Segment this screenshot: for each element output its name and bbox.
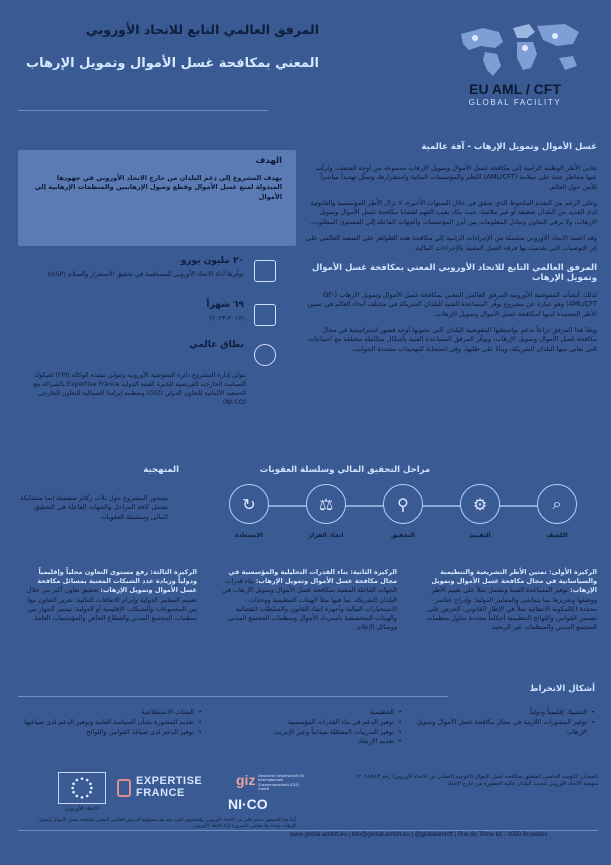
- step-label: التحقيق: [391, 532, 415, 539]
- pillar-heading: الركيزة الثانية: بناء القدرات التحليلية والمؤسسية في مجال مكافحة غسل الأموال وتمويل الإرهاب:: [228, 568, 397, 586]
- logo-text: EU AML / CFT: [469, 81, 561, 97]
- goal-title: الهدف: [255, 156, 282, 166]
- step-label: التقييم: [469, 532, 491, 539]
- methodology-text: يتمحور المشروع حول ثلاث ركائز منفصلة إنما متشابكة تشمل كافة المراحل والجهات الفاعلة في التحقيق المالي وسلسلة العقوبات: [20, 494, 168, 521]
- footer-divider: [18, 830, 598, 831]
- step-recovery: [224, 484, 274, 539]
- magnifier-icon: ⚲: [383, 484, 423, 524]
- sources-text: المصادر: التوجيه الخامس المتعلق بمكافحة غسل الأموال (التوجيه (الصادر عن الاتحاد الأوروبي) رقم ٢٠١٨/٨٤٣) منهجية الاتحاد الأوروبي لتحديد البلدان عالية الخطورة من خارج الاتحاد: [356, 774, 598, 788]
- cycle-icon: ↻: [229, 484, 269, 524]
- logo-subtext: GLOBAL FACILITY: [468, 98, 562, 107]
- list-item: • التنظيمية: [222, 708, 402, 718]
- kpi-budget: [30, 256, 276, 296]
- partner-logos: [18, 770, 308, 820]
- paragraph: وعلى الرغم من التقدم الملحوظ الذي تحقق في خلال السنوات الأخيرة، لا تزال الأطر المؤسسية والقانونية لدى العديد من البلدان ضعيفة أو غير ملائمة، حيث يكاد يغيب الفهم لقضايا مكافحة غسل الأموال وتمويل الإرهاب، ولا يرقى التعاون وتبادل المعلومات بين أبرز المؤسسات والجهات الفاعلة إلى المستوى المطلوب.: [310, 199, 597, 226]
- step-label: الكشف: [546, 532, 568, 539]
- pillar-1: [422, 568, 597, 633]
- expertise-france-icon: [116, 778, 132, 798]
- process-title: مراحل التحقيق المالي وسلسلة العقوبات: [259, 465, 431, 475]
- nico-logo: NI·CO: [228, 796, 268, 812]
- gavel-icon: ⚖: [306, 484, 346, 524]
- header-title: المرفق العالمي التابع للاتحاد الأوروبي: [85, 22, 319, 37]
- world-map-icon: [455, 18, 585, 80]
- paragraph: لذلك، أنشأت المفوضية الأوروبية المرفق العالمي المعني بمكافحة غسل الأموال وتمويل الإرهاب (GF-AML/CFT) وهو عبارة عن مشروع يوفّر المساعدة الفنية للبلدان الشريكة في مختلف أنحاء العالم في تمتين الأطر المعتمدة لديها لمكافحة غسل الأموال وتمويل الإرهاب.: [307, 290, 597, 318]
- list-item: • التشبيك إقليمياً ودولياً: [415, 708, 595, 718]
- list-item: • البعثات الاستطلاعية: [22, 708, 202, 718]
- section-title-global-scourge: غسل الأموال وتمويل الإرهاب - آفة عالمية: [421, 142, 597, 152]
- pillar-body: توفير المساعدة الفنية وتشمل مثلاً على تقييم الأطر ووضعها وتعزيزها بما يتماشى والمعايير الدولية؛ وإدراج عناصر محددة (كالمكونة الانتقائية مثلاً في الإطار القانوني، الحرص على تضمين القوانين واللوائح التنظيمية أحكاماً محددة تتناول منظمات المجتمع المدني والمنظمات غير الربحية.: [426, 586, 597, 632]
- money-icon: [254, 260, 276, 282]
- eu-caption: الاتحاد الأوروبي: [64, 806, 100, 812]
- step-assessment: [455, 484, 505, 539]
- giz-subtext: Deutsche Gesellschaft für Internationale Zusammenarbeit (GIZ) GmbH: [258, 774, 305, 792]
- forms-list-2: [222, 708, 402, 747]
- paragraph: تعاني الأطر الوطنية الرامية إلى مكافحة غسل الأموال وتمويل الإرهاب مجموعة من أوجه الضعف، وتُرتِّب عنها مخاطر جمة على سلامة (AML/CFT) النُظم والمؤسسات المالية واستقرارها، وتمثِّل تهديداً مباشراً للأمن حول العالم.: [315, 164, 597, 191]
- step-decision: [301, 484, 351, 539]
- list-item: • تقديم المشورة بشأن السياسة العامة وتوفير الدعم لدى صياغتها: [22, 718, 202, 728]
- methodology-title: المنهجية: [143, 465, 179, 475]
- kpi-value: ٢٠ مليون يورو: [180, 256, 244, 266]
- calendar-icon: [254, 304, 276, 326]
- step-detection: [532, 484, 582, 539]
- disclaimer-text: أُعدّ هذا المنشور بدعم مالي من الاتحاد الأوروبي. والمحتوى الوارد فيه هو مسؤولية المرفق العالمي المعني بمكافحة غسل الأموال وتمويل الإرهاب وحده ولا يعكس بالضرورة آراء الاتحاد الأوروبي.: [38, 818, 296, 830]
- expertise-line-2: FRANCE: [136, 786, 185, 799]
- eu-amlcft-logo: [420, 18, 595, 108]
- step-label: الاستعادة: [235, 532, 263, 539]
- forms-list-1: [415, 708, 595, 737]
- giz-logo: giz: [236, 772, 256, 788]
- forms-title: أشكال الانخراط: [529, 684, 595, 694]
- list-item: • تقديم الإرشاد: [222, 737, 402, 747]
- expertise-france-logo: [136, 776, 202, 799]
- list-item: • توفير المشورات اللازمة في مجال مكافحة غسل الأموال وتمويل الإرهاب: [415, 718, 595, 738]
- header-subtitle: المعني بمكافحة غسل الأموال وتمويل الإرهاب: [26, 56, 319, 71]
- forms-list-3: [22, 708, 202, 737]
- pillar-body: بناء قدرات الجهات الفاعلة المعنية بمكافحة غسل الأموال وتمويل الإرهاب في البلدان الشريكة، بما فيها مثلاً الهيئات التنظيمية ووحدات الاستخبارات المالية وأجهزة إنفاذ القانون والسلطات القضائية والهيئات المتخصصة باسترداد الأموال ومنظمات المجتمع المدني ووسائل الإعلام.: [222, 577, 397, 632]
- goal-box: [18, 150, 296, 246]
- right-column: [305, 142, 597, 361]
- list-item: • توفير التدريبات المفصّلة ميدانياً وعبر الإنترنت: [222, 728, 402, 738]
- contact-line: www.global-amlcft.eu | info@global-amlcft.eu | @globalamlcft | Rue du Trône 61 - 1050 Bruxelles: [290, 832, 548, 838]
- header-divider: [18, 110, 268, 111]
- search-icon: ⌕: [537, 484, 577, 524]
- kpi-duration: [30, 300, 276, 340]
- kpi-caption: توفّرها أداة الاتحاد الأوروبي للمساهمة في تحقيق الاستقرار والسلام (IcSP): [47, 270, 244, 278]
- step-label: اتخاذ القرار: [308, 532, 344, 539]
- paragraph: وقد اعتمد الاتحاد الأوروبي سلسلة من الإجراءات الرامية إلى مكافحة هذه الظواهر على الصعيد العالمي على إثر التوصيات التي تقدمت بها فرقة العمل المعنية بالإجراءات المالية.: [305, 234, 597, 252]
- expertise-line-1: EXPERTISE: [136, 775, 203, 787]
- compass-icon: [254, 344, 276, 366]
- forms-divider: [18, 696, 448, 697]
- section-title-facility: المرفق العالمي التابع للاتحاد الأوروبي المعني بمكافحة غسل الأموال وتمويل الإرهاب: [311, 262, 597, 283]
- eu-flag-icon: [58, 772, 106, 804]
- goal-text: يهدف المشروع إلى دعم البلدان من خارج الاتحاد الأوروبي في جهودها المبذولة لمنع غسل الأموال وقطع وصول الإرهابيين والمنظمات الإرهابية إلى الأموال: [34, 174, 282, 201]
- footer: [18, 770, 598, 820]
- paragraph: ويعدّ هذا المرفق ذراعاً تدعم بواسطتها المفوضية البلدان التي تشوبها أوجه قصور استراتيجية في مجال مكافحة غسل الأموال وتمويل الإرهاب، ويوفّر المرفق المساعدة الفنية بأشكال متكاملة مختلفة مع احتياجات التي تعاني منها البلدان الشريكة، وبناءً على طلبها، وفي استجابة للتهديدات متعددة الجوانب.: [307, 325, 597, 353]
- pillar-3: [22, 568, 197, 623]
- kpi-value: ٦٩ شهراً: [206, 300, 244, 310]
- kpi-value: نطاق عالمي: [189, 340, 244, 350]
- pillar-body: تحقيق تعاون أكبر من خلال تعميم المعايير الدولية وإبرام الاتفاقات الثنائية؛ تعزيز التعاون مع/بين المجموعات والشبكات الإقليمية أو الدولية؛ تيسير الحوار بين منظمات المجتمع المدني والقطاع الخاص والمؤسسات العامة.: [26, 586, 197, 623]
- list-item: • توفير الدعم في بناء القدرات المؤسسية: [222, 718, 402, 728]
- consortium-text: تتولى إدارة المشروع دائرة المفوضية الأوروبية وتتولى تنفيذه الوكالة (FPI) لصكوك السياسة الخارجية الفرنسية للخبرة الفنية الدولية Expertise France بالشراكة مع الجمعية الألمانية للتعاون الدولي (GIZ) ومنظمة إيرلندا الشمالية للتعاون الخارجي (NI-CO): [33, 372, 246, 406]
- step-investigation: [378, 484, 428, 539]
- pillar-heading: الركيزة الثالثة: رفع مستوى التعاون محلياً وإقليمياً ودولياً وزيادة عدد الشبكات المعنية بمسائل مكافحة غسل الأموال وتمويل الإرهاب:: [37, 568, 197, 595]
- kpi-caption: (٢٠١٧-٢٠٢٣): [209, 314, 244, 322]
- gears-icon: ⚙: [460, 484, 500, 524]
- pillar-2: [222, 568, 397, 633]
- list-item: • توفير الدعم لدى صياغة القوانين واللوائح: [22, 728, 202, 738]
- pillar-heading: الركيزة الأولى: تمتين الأطر التشريعية والتنظيمية والسياساتية في مجال مكافحة غسل الأموال وتمويل الإرهاب:: [431, 568, 597, 595]
